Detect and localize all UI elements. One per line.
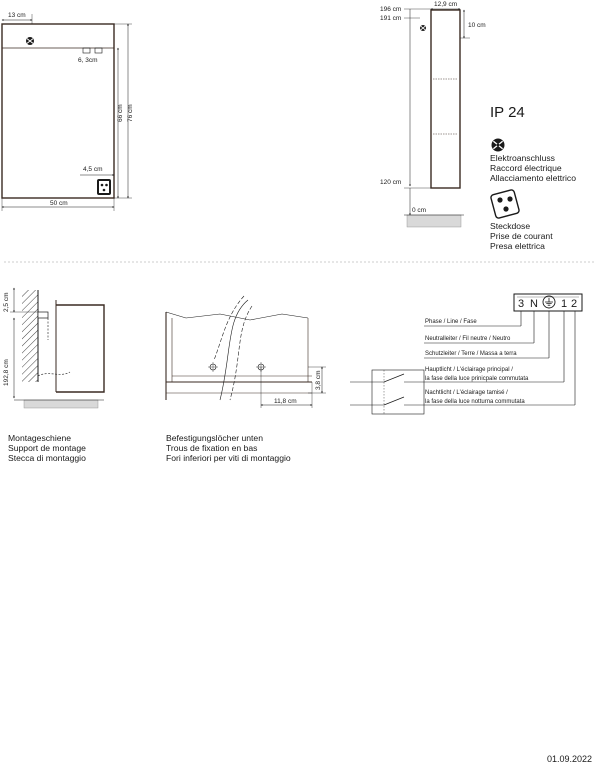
cabinet-side-outline — [431, 10, 460, 188]
dim-12-9cm: 12,9 cm — [434, 1, 458, 8]
legend-socket-it: Presa elettrica — [490, 241, 545, 251]
mounting-rail-diagram — [3, 288, 104, 463]
ip-rating: IP 24 — [490, 104, 525, 121]
fixing-holes-diagram — [166, 296, 326, 463]
dim-11-8cm: 11,8 cm — [274, 398, 297, 405]
socket-icon — [97, 179, 111, 195]
terminal-2: 2 — [571, 298, 578, 310]
label-night-light-2: la fase della luce notturna commutata — [425, 399, 525, 405]
dim-76cm: 76 cm — [127, 104, 134, 122]
caption-mounting-de: Montageschiene — [8, 433, 72, 443]
wiring-diagram — [350, 294, 582, 414]
terminal-1: 1 — [561, 298, 568, 310]
terminal-n: N — [530, 298, 538, 310]
dim-2-5cm: 2,5 cm — [3, 292, 10, 312]
terminal-3: 3 — [518, 298, 525, 310]
caption-fixing-it: Fori inferiori per viti di montaggio — [166, 453, 291, 463]
dim-120cm: 120 cm — [380, 179, 402, 186]
dim-3-8cm: 3,8 cm — [315, 370, 322, 390]
dim-4-5cm: 4,5 cm — [83, 166, 103, 173]
socket-icon — [490, 189, 519, 218]
dim-196cm: 196 cm — [380, 6, 402, 13]
legend-electric-de: Elektroanschluss — [490, 153, 555, 163]
caption-fixing-fr: Trous de fixation en bas — [166, 443, 258, 453]
caption-fixing-de: Befestigungslöcher unten — [166, 433, 263, 443]
caption-mounting-it: Stecca di montaggio — [8, 453, 86, 463]
side-view — [380, 1, 486, 227]
label-main-light-2: la fase della luce prinicpale commutata — [425, 376, 529, 382]
label-phase: Phase / Line / Fase — [425, 319, 477, 325]
electric-connection-icon — [492, 139, 505, 152]
fixing-hole-left — [208, 362, 218, 372]
label-night-light-1: Nachtlicht / L'éclairage tamisé / — [425, 390, 508, 396]
dim-50cm: 50 cm — [50, 200, 68, 207]
legend — [490, 104, 576, 251]
dim-10cm: 10 cm — [468, 22, 486, 29]
front-view — [2, 12, 134, 211]
dim-6-3cm: 6, 3cm — [78, 57, 98, 64]
legend-electric-fr: Raccord électrique — [490, 163, 562, 173]
dim-191cm: 191 cm — [380, 15, 402, 22]
label-neutral: Neutralleiter / Fil neutre / Neutro — [425, 336, 511, 342]
dim-192-8cm: 192,8 cm — [3, 359, 10, 386]
document-date: 01.09.2022 — [547, 754, 593, 764]
caption-mounting-fr: Support de montage — [8, 443, 86, 453]
legend-socket-fr: Prise de courant — [490, 231, 553, 241]
dim-0cm: 0 cm — [412, 207, 427, 214]
dim-13cm: 13 cm — [8, 12, 26, 19]
legend-electric-it: Allacciamento elettrico — [490, 173, 576, 183]
electric-connection-icon — [420, 25, 426, 31]
label-main-light-1: Hauptlicht / L'éclairage principal / — [425, 367, 513, 373]
electric-connection-icon — [26, 37, 34, 45]
legend-socket-de: Steckdose — [490, 221, 531, 231]
dim-66cm: 66 cm — [117, 104, 124, 122]
label-earth: Schutzleiter / Terre / Massa a terra — [425, 351, 517, 357]
